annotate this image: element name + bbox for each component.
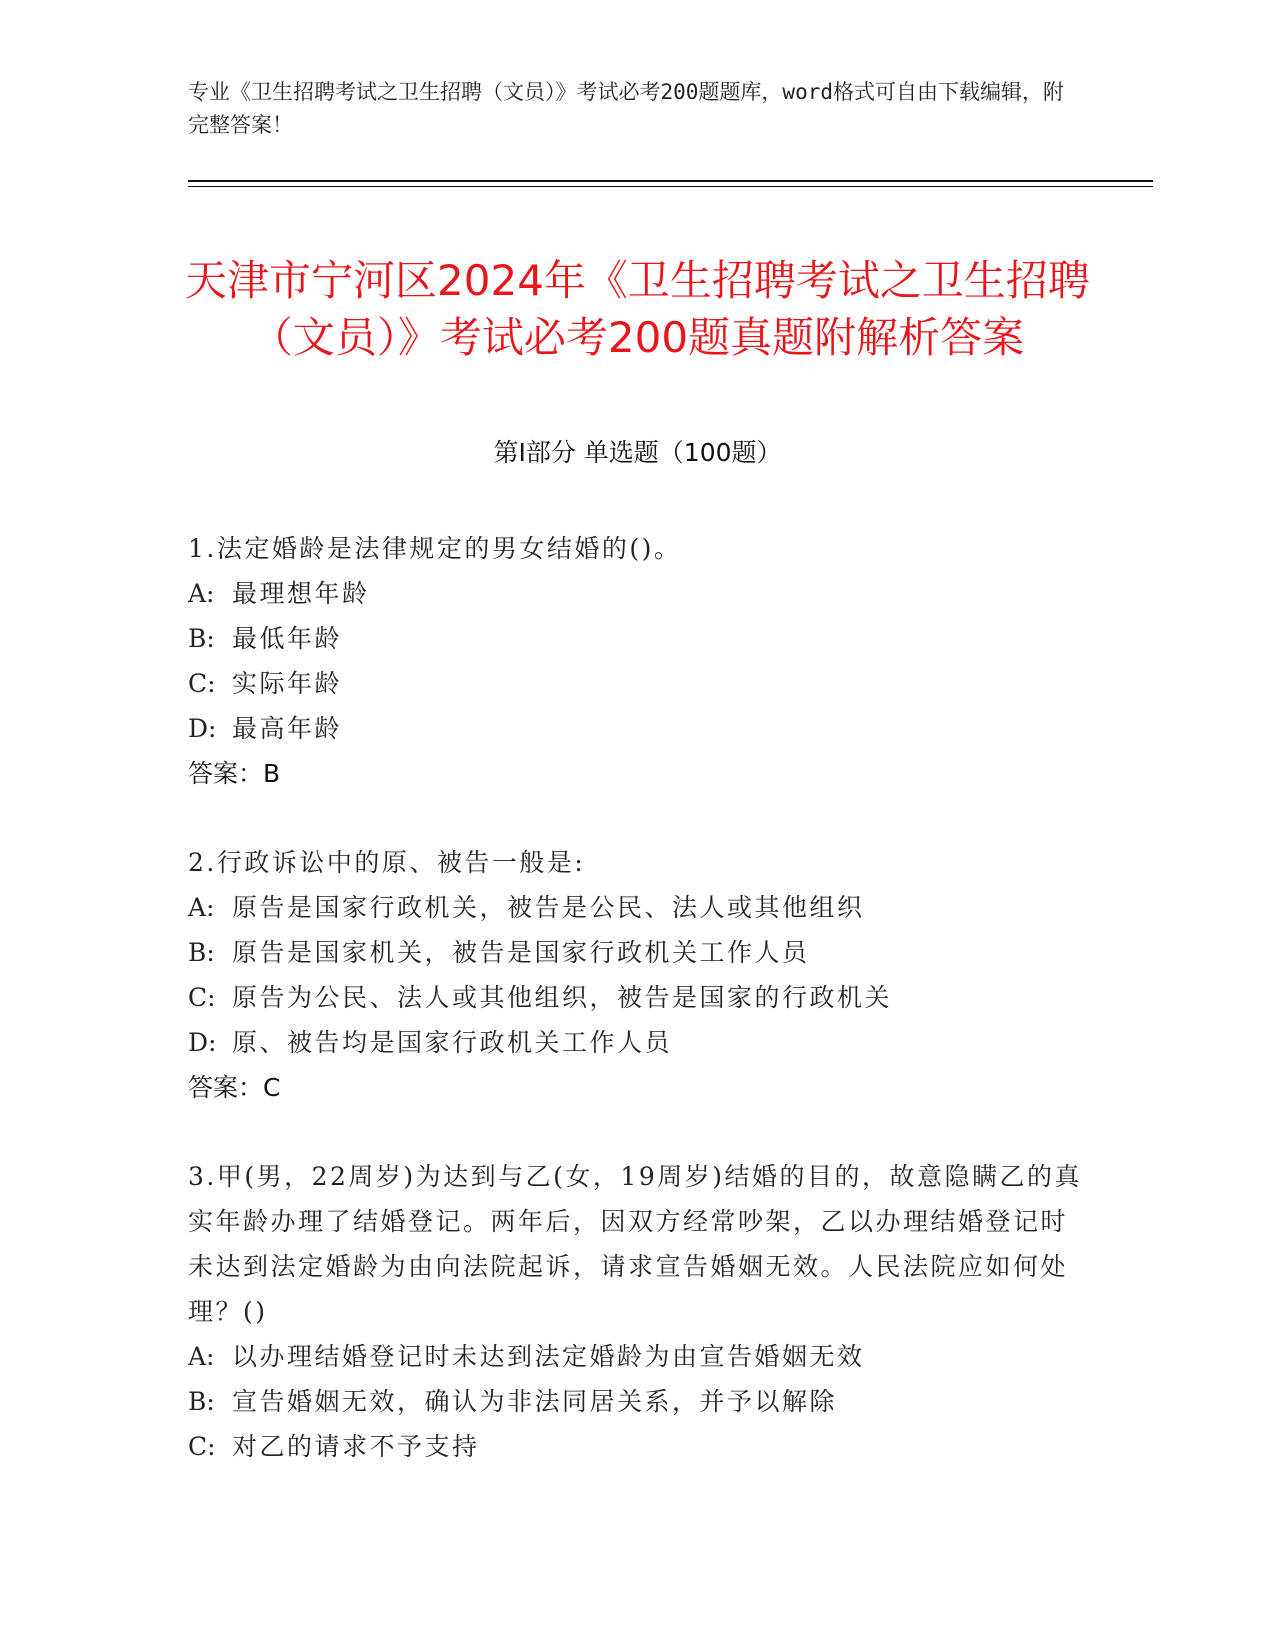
question-option bbox=[188, 571, 1088, 616]
header-rule-thin bbox=[188, 186, 1153, 187]
option-text: 最理想年龄 bbox=[232, 579, 370, 608]
question-option bbox=[188, 975, 1088, 1020]
option-key: A: bbox=[188, 893, 215, 922]
question-item bbox=[188, 840, 1088, 1110]
option-text: 实际年龄 bbox=[232, 669, 343, 698]
option-key: C: bbox=[188, 669, 216, 698]
option-text: 原告是国家行政机关，被告是公民、法人或其他组织 bbox=[232, 893, 865, 922]
header-note: 专业《卫生招聘考试之卫生招聘（文员）》考试必考200题题库，word格式可自由下载编辑，附完整答案！ bbox=[188, 80, 1064, 137]
option-text: 宣告婚姻无效，确认为非法同居关系，并予以解除 bbox=[232, 1387, 838, 1416]
section-heading: 第Ⅰ部分 单选题（100题） bbox=[493, 438, 782, 467]
question-option bbox=[188, 1334, 1088, 1379]
option-text: 以办理结婚登记时未达到法定婚龄为由宣告婚姻无效 bbox=[232, 1342, 865, 1371]
option-text: 原、被告均是国家行政机关工作人员 bbox=[232, 1028, 673, 1057]
question-option bbox=[188, 1424, 1088, 1469]
question-stem: 2.行政诉讼中的原、被告一般是: bbox=[188, 848, 586, 877]
option-key: D: bbox=[188, 1028, 217, 1057]
option-key: D: bbox=[188, 714, 217, 743]
answer-line: 答案：B bbox=[188, 759, 281, 788]
question-stem: 3.甲(男，22周岁)为达到与乙(女，19周岁)结婚的目的，故意隐瞒乙的真实年龄办理了结婚登记。两年后，因双方经常吵架，乙以办理结婚登记时未达到法定婚龄为由向法院起诉，请求宣告婚姻无效。人民法院应如何处理？() bbox=[188, 1162, 1082, 1326]
option-key: C: bbox=[188, 983, 216, 1012]
answer-line: 答案：C bbox=[188, 1073, 281, 1102]
option-text: 原告为公民、法人或其他组织，被告是国家的行政机关 bbox=[232, 983, 893, 1012]
question-option bbox=[188, 885, 1088, 930]
option-key: B: bbox=[188, 1387, 215, 1416]
option-key: A: bbox=[188, 579, 215, 608]
option-text: 最低年龄 bbox=[232, 624, 343, 653]
question-option bbox=[188, 930, 1088, 975]
option-text: 最高年龄 bbox=[232, 714, 343, 743]
option-key: B: bbox=[188, 938, 215, 967]
question-option bbox=[188, 706, 1088, 751]
question-option bbox=[188, 1020, 1088, 1065]
option-key: C: bbox=[188, 1432, 216, 1461]
question-item bbox=[188, 1154, 1088, 1469]
header-rule-thick bbox=[188, 180, 1153, 182]
option-key: B: bbox=[188, 624, 215, 653]
document-title: 天津市宁河区2024年《卫生招聘考试之卫生招聘（文员）》考试必考200题真题附解析答案 bbox=[185, 256, 1090, 363]
question-stem: 1.法定婚龄是法律规定的男女结婚的()。 bbox=[188, 534, 682, 563]
question-option bbox=[188, 661, 1088, 706]
option-text: 原告是国家机关，被告是国家行政机关工作人员 bbox=[232, 938, 810, 967]
option-key: A: bbox=[188, 1342, 215, 1371]
option-text: 对乙的请求不予支持 bbox=[232, 1432, 480, 1461]
question-option bbox=[188, 1379, 1088, 1424]
question-item bbox=[188, 526, 1088, 796]
question-list bbox=[188, 526, 1088, 1513]
question-option bbox=[188, 616, 1088, 661]
